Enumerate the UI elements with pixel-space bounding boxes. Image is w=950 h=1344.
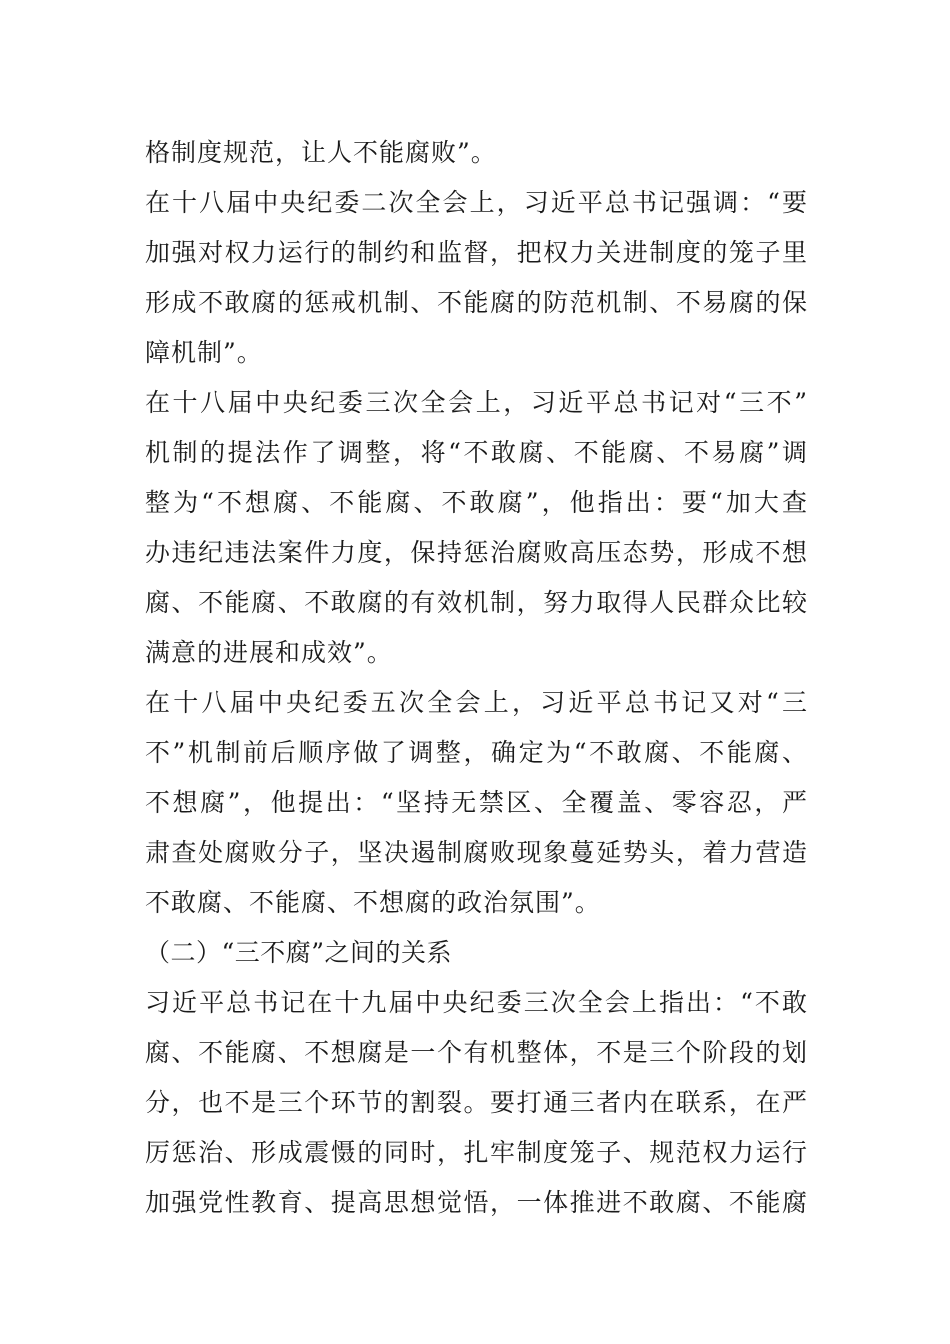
paragraph-line: 障机制”。: [145, 338, 263, 367]
paragraph-line: 格制度规范，让人不能腐败”。: [145, 138, 497, 167]
paragraph-line: 整为“不想腐、不能腐、不敢腐”，他指出：要“加大查: [145, 488, 807, 517]
paragraph-line: 习近平总书记在十九届中央纪委三次全会上指出：“不敢: [145, 988, 807, 1017]
paragraph-line: 形成不敢腐的惩戒机制、不能腐的防范机制、不易腐的保: [145, 288, 807, 317]
paragraph-line: 不想腐”，他提出：“坚持无禁区、全覆盖、零容忍，严: [145, 788, 807, 817]
paragraph-line: 在十八届中央纪委五次全会上，习近平总书记又对“三: [145, 688, 807, 717]
paragraph-line: 不”机制前后顺序做了调整，确定为“不敢腐、不能腐、: [145, 738, 807, 767]
paragraph-line: 机制的提法作了调整，将“不敢腐、不能腐、不易腐”调: [145, 438, 807, 467]
paragraph-line: 加强对权力运行的制约和监督，把权力关进制度的笼子里: [145, 238, 807, 267]
paragraph-line: 办违纪违法案件力度，保持惩治腐败高压态势，形成不想: [145, 538, 807, 567]
paragraph-line: 腐、不能腐、不想腐是一个有机整体，不是三个阶段的划: [145, 1038, 807, 1067]
paragraph-line: 肃查处腐败分子，坚决遏制腐败现象蔓延势头，着力营造: [145, 838, 807, 867]
paragraph-line: 在十八届中央纪委三次全会上，习近平总书记对“三不”: [145, 388, 807, 417]
paragraph-line: 腐、不能腐、不敢腐的有效机制，努力取得人民群众比较: [145, 588, 807, 617]
paragraph-line: 加强党性教育、提高思想觉悟，一体推进不敢腐、不能腐: [145, 1188, 807, 1217]
paragraph-line: 厉惩治、形成震慑的同时，扎牢制度笼子、规范权力运行: [145, 1138, 807, 1167]
paragraph-line: 分，也不是三个环节的割裂。要打通三者内在联系，在严: [145, 1088, 807, 1117]
paragraph-line: 满意的进展和成效”。: [145, 638, 393, 667]
paragraph-line: 在十八届中央纪委二次全会上，习近平总书记强调：“要: [145, 188, 807, 217]
section-heading: （二）“三不腐”之间的关系: [145, 938, 453, 967]
body-text: [145, 128, 807, 1228]
paragraph-line: 不敢腐、不能腐、不想腐的政治氛围”。: [145, 888, 601, 917]
